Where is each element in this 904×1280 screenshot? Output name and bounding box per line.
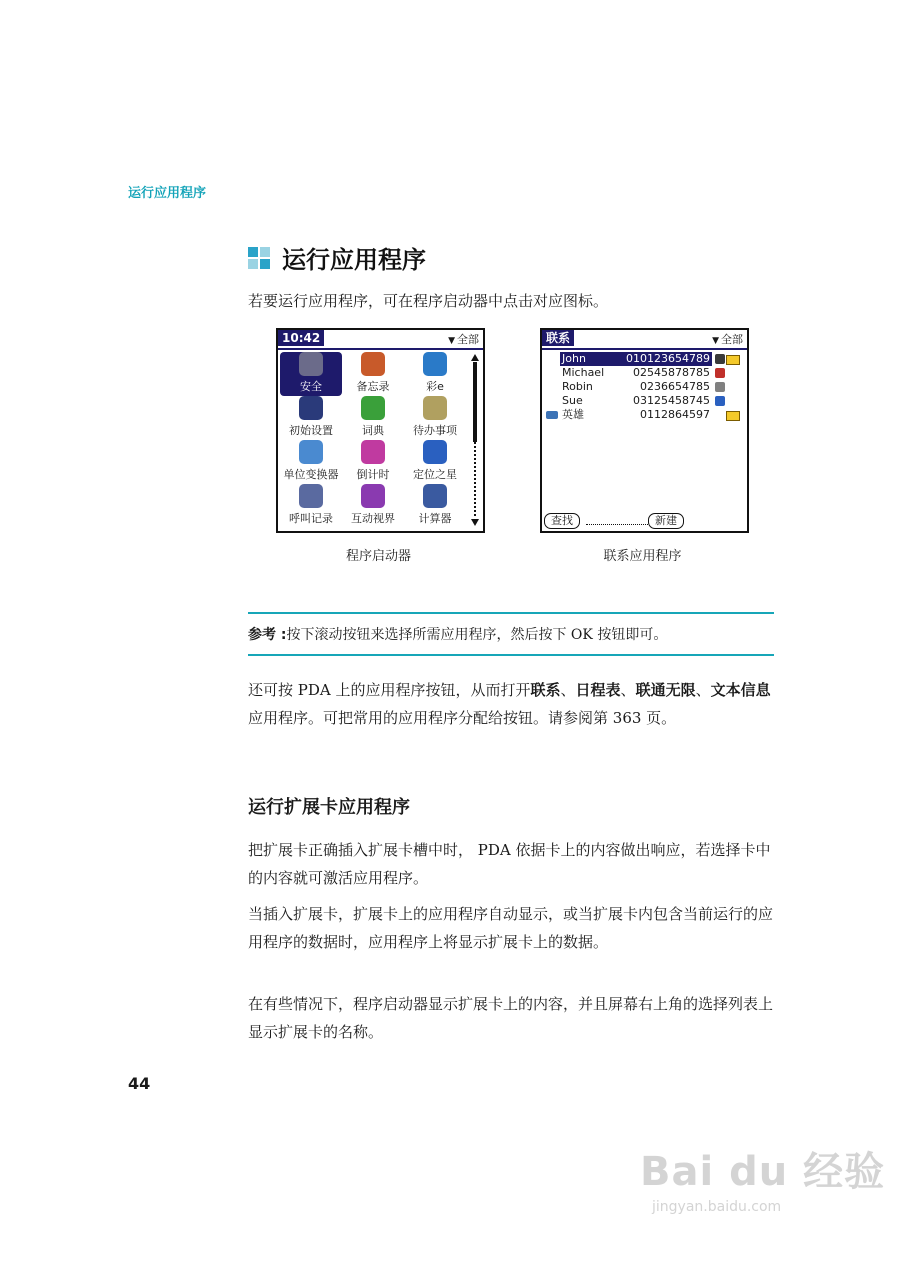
contact-phone: 0236654785 xyxy=(640,380,710,393)
app-label: 计算器 xyxy=(418,512,452,525)
note-box xyxy=(248,612,774,656)
app-grid xyxy=(280,352,466,528)
baidu-watermark xyxy=(640,1140,885,1215)
text-run: 还可按 PDA 上的应用程序按钮，从而打开 xyxy=(248,681,531,699)
section2-heading: 运行扩展卡应用程序 xyxy=(248,797,410,818)
app-label: 互动视界 xyxy=(351,512,395,525)
note-text: 按下滚动按钮来选择所需应用程序，然后按下 OK 按钮即可。 xyxy=(286,627,668,643)
interactive-icon xyxy=(361,484,385,508)
category-label: 全部 xyxy=(721,333,743,346)
sep: 、 xyxy=(620,681,636,699)
app-label: 安全 xyxy=(300,380,322,393)
launcher-app[interactable] xyxy=(280,440,342,484)
contact-phone: 03125458745 xyxy=(633,394,710,407)
business-card-icon xyxy=(546,411,558,419)
launcher-app[interactable] xyxy=(404,484,466,528)
app-label: 呼叫记录 xyxy=(289,512,333,525)
app-label: 初始设置 xyxy=(289,424,333,437)
launcher-app[interactable] xyxy=(404,440,466,484)
contact-row[interactable] xyxy=(546,380,742,394)
launcher-app[interactable] xyxy=(342,440,404,484)
text-run: 应用程序。可把常用的应用程序分配给按钮。请参阅第 363 页。 xyxy=(248,709,677,727)
phone-type-icon xyxy=(715,368,725,378)
bold-contacts: 联系 xyxy=(530,681,561,699)
contact-phone: 02545878785 xyxy=(633,366,710,379)
contact-phone: 010123654789 xyxy=(626,352,710,365)
clock: 10:42 xyxy=(278,330,324,346)
app-label: 单位变换器 xyxy=(283,468,339,481)
app-label: 定位之星 xyxy=(413,468,457,481)
page-title: 运行应用程序 xyxy=(282,246,426,274)
contact-name: 英雄 xyxy=(562,408,584,421)
contacts-screen xyxy=(540,328,749,533)
page-number: 44 xyxy=(128,1074,151,1093)
contacts-title: 联系 xyxy=(542,330,574,346)
category-label: 全部 xyxy=(457,333,479,346)
contact-name: Michael xyxy=(562,366,605,379)
dropdown-triangle-icon: ▼ xyxy=(712,336,719,346)
launcher-titlebar xyxy=(278,330,483,350)
paragraph-card-auto: 当插入扩展卡，扩展卡上的应用程序自动显示，或当扩展卡内包含当前运行的应用程序的数据时，应用程序上将显示扩展卡上的数据。 xyxy=(248,905,774,951)
note-label: 参考 : xyxy=(248,627,287,643)
category-picker[interactable] xyxy=(448,331,479,347)
call-log-icon xyxy=(299,484,323,508)
calculator-icon xyxy=(423,484,447,508)
paragraph-card-launcher: 在有些情况下，程序启动器显示扩展卡上的内容，并且屏幕右上角的选择列表上显示扩展卡的名称。 xyxy=(248,995,774,1041)
app-label: 词典 xyxy=(362,424,384,437)
running-header: 运行应用程序 xyxy=(128,186,207,201)
launcher-app[interactable] xyxy=(404,352,466,396)
contact-name: Sue xyxy=(562,394,583,407)
launcher-screen xyxy=(276,328,485,533)
launcher-app[interactable] xyxy=(404,396,466,440)
contact-phone: 0112864597 xyxy=(640,408,710,421)
bold-sms: 文本信息 xyxy=(710,681,771,699)
mail-icon xyxy=(726,411,740,421)
launcher-app[interactable] xyxy=(342,352,404,396)
scroll-thumb[interactable] xyxy=(473,362,477,442)
contacts-caption: 联系应用程序 xyxy=(603,549,682,564)
launcher-scrollbar[interactable] xyxy=(471,354,479,526)
lock-icon xyxy=(299,352,323,376)
launcher-app[interactable] xyxy=(342,484,404,528)
scroll-up-icon[interactable] xyxy=(471,354,479,361)
contact-name: Robin xyxy=(562,380,593,393)
contact-row[interactable] xyxy=(546,366,742,380)
app-label: 倒计时 xyxy=(356,468,390,481)
new-button[interactable]: 新建 xyxy=(648,513,684,529)
sep: 、 xyxy=(560,681,576,699)
contact-row[interactable] xyxy=(546,408,742,422)
bold-unicom: 联通无限 xyxy=(635,681,696,699)
memo-icon xyxy=(361,352,385,376)
countdown-icon xyxy=(361,440,385,464)
launcher-app[interactable] xyxy=(280,396,342,440)
contacts-category-picker[interactable] xyxy=(712,331,743,347)
scroll-down-icon[interactable] xyxy=(471,519,479,526)
title-block xyxy=(248,240,426,275)
watermark-logo: Bai du 经验 xyxy=(640,1149,886,1195)
phone-type-icon xyxy=(715,382,725,392)
dictionary-icon xyxy=(361,396,385,420)
intro-text: 若要运行应用程序，可在程序启动器中点击对应图标。 xyxy=(248,292,609,310)
converter-icon xyxy=(299,440,323,464)
todo-icon xyxy=(423,396,447,420)
contacts-titlebar xyxy=(542,330,747,350)
globe-icon xyxy=(423,440,447,464)
contact-name: John xyxy=(562,352,586,365)
bold-calendar: 日程表 xyxy=(575,681,621,699)
sep: 、 xyxy=(695,681,711,699)
contact-row[interactable] xyxy=(546,352,742,366)
mail-icon xyxy=(726,355,740,365)
launcher-app[interactable] xyxy=(342,396,404,440)
launcher-app[interactable] xyxy=(280,352,342,396)
dropdown-triangle-icon: ▼ xyxy=(448,336,455,346)
contacts-bottom-bar xyxy=(544,513,744,529)
app-label: 彩e xyxy=(426,380,444,393)
launcher-app[interactable] xyxy=(280,484,342,528)
phone-type-icon xyxy=(715,396,725,406)
contact-list xyxy=(546,352,742,422)
section-squares-icon xyxy=(248,247,270,269)
paragraph-card-insert: 把扩展卡正确插入扩展卡槽中时， PDA 依据卡上的内容做出响应，若选择卡中的内容就可激活应用程序。 xyxy=(248,841,771,887)
app-label: 待办事项 xyxy=(413,424,457,437)
launcher-caption: 程序启动器 xyxy=(345,549,411,564)
dotted-lookup-field[interactable] xyxy=(586,524,648,525)
browser-e-icon xyxy=(423,352,447,376)
app-label: 备忘录 xyxy=(356,380,390,393)
contact-row[interactable] xyxy=(546,394,742,408)
setup-icon xyxy=(299,396,323,420)
paragraph-app-buttons xyxy=(248,676,774,732)
find-button[interactable]: 查找 xyxy=(544,513,580,529)
watermark-url: jingyan.baidu.com xyxy=(652,1199,782,1215)
phone-type-icon xyxy=(715,354,725,364)
